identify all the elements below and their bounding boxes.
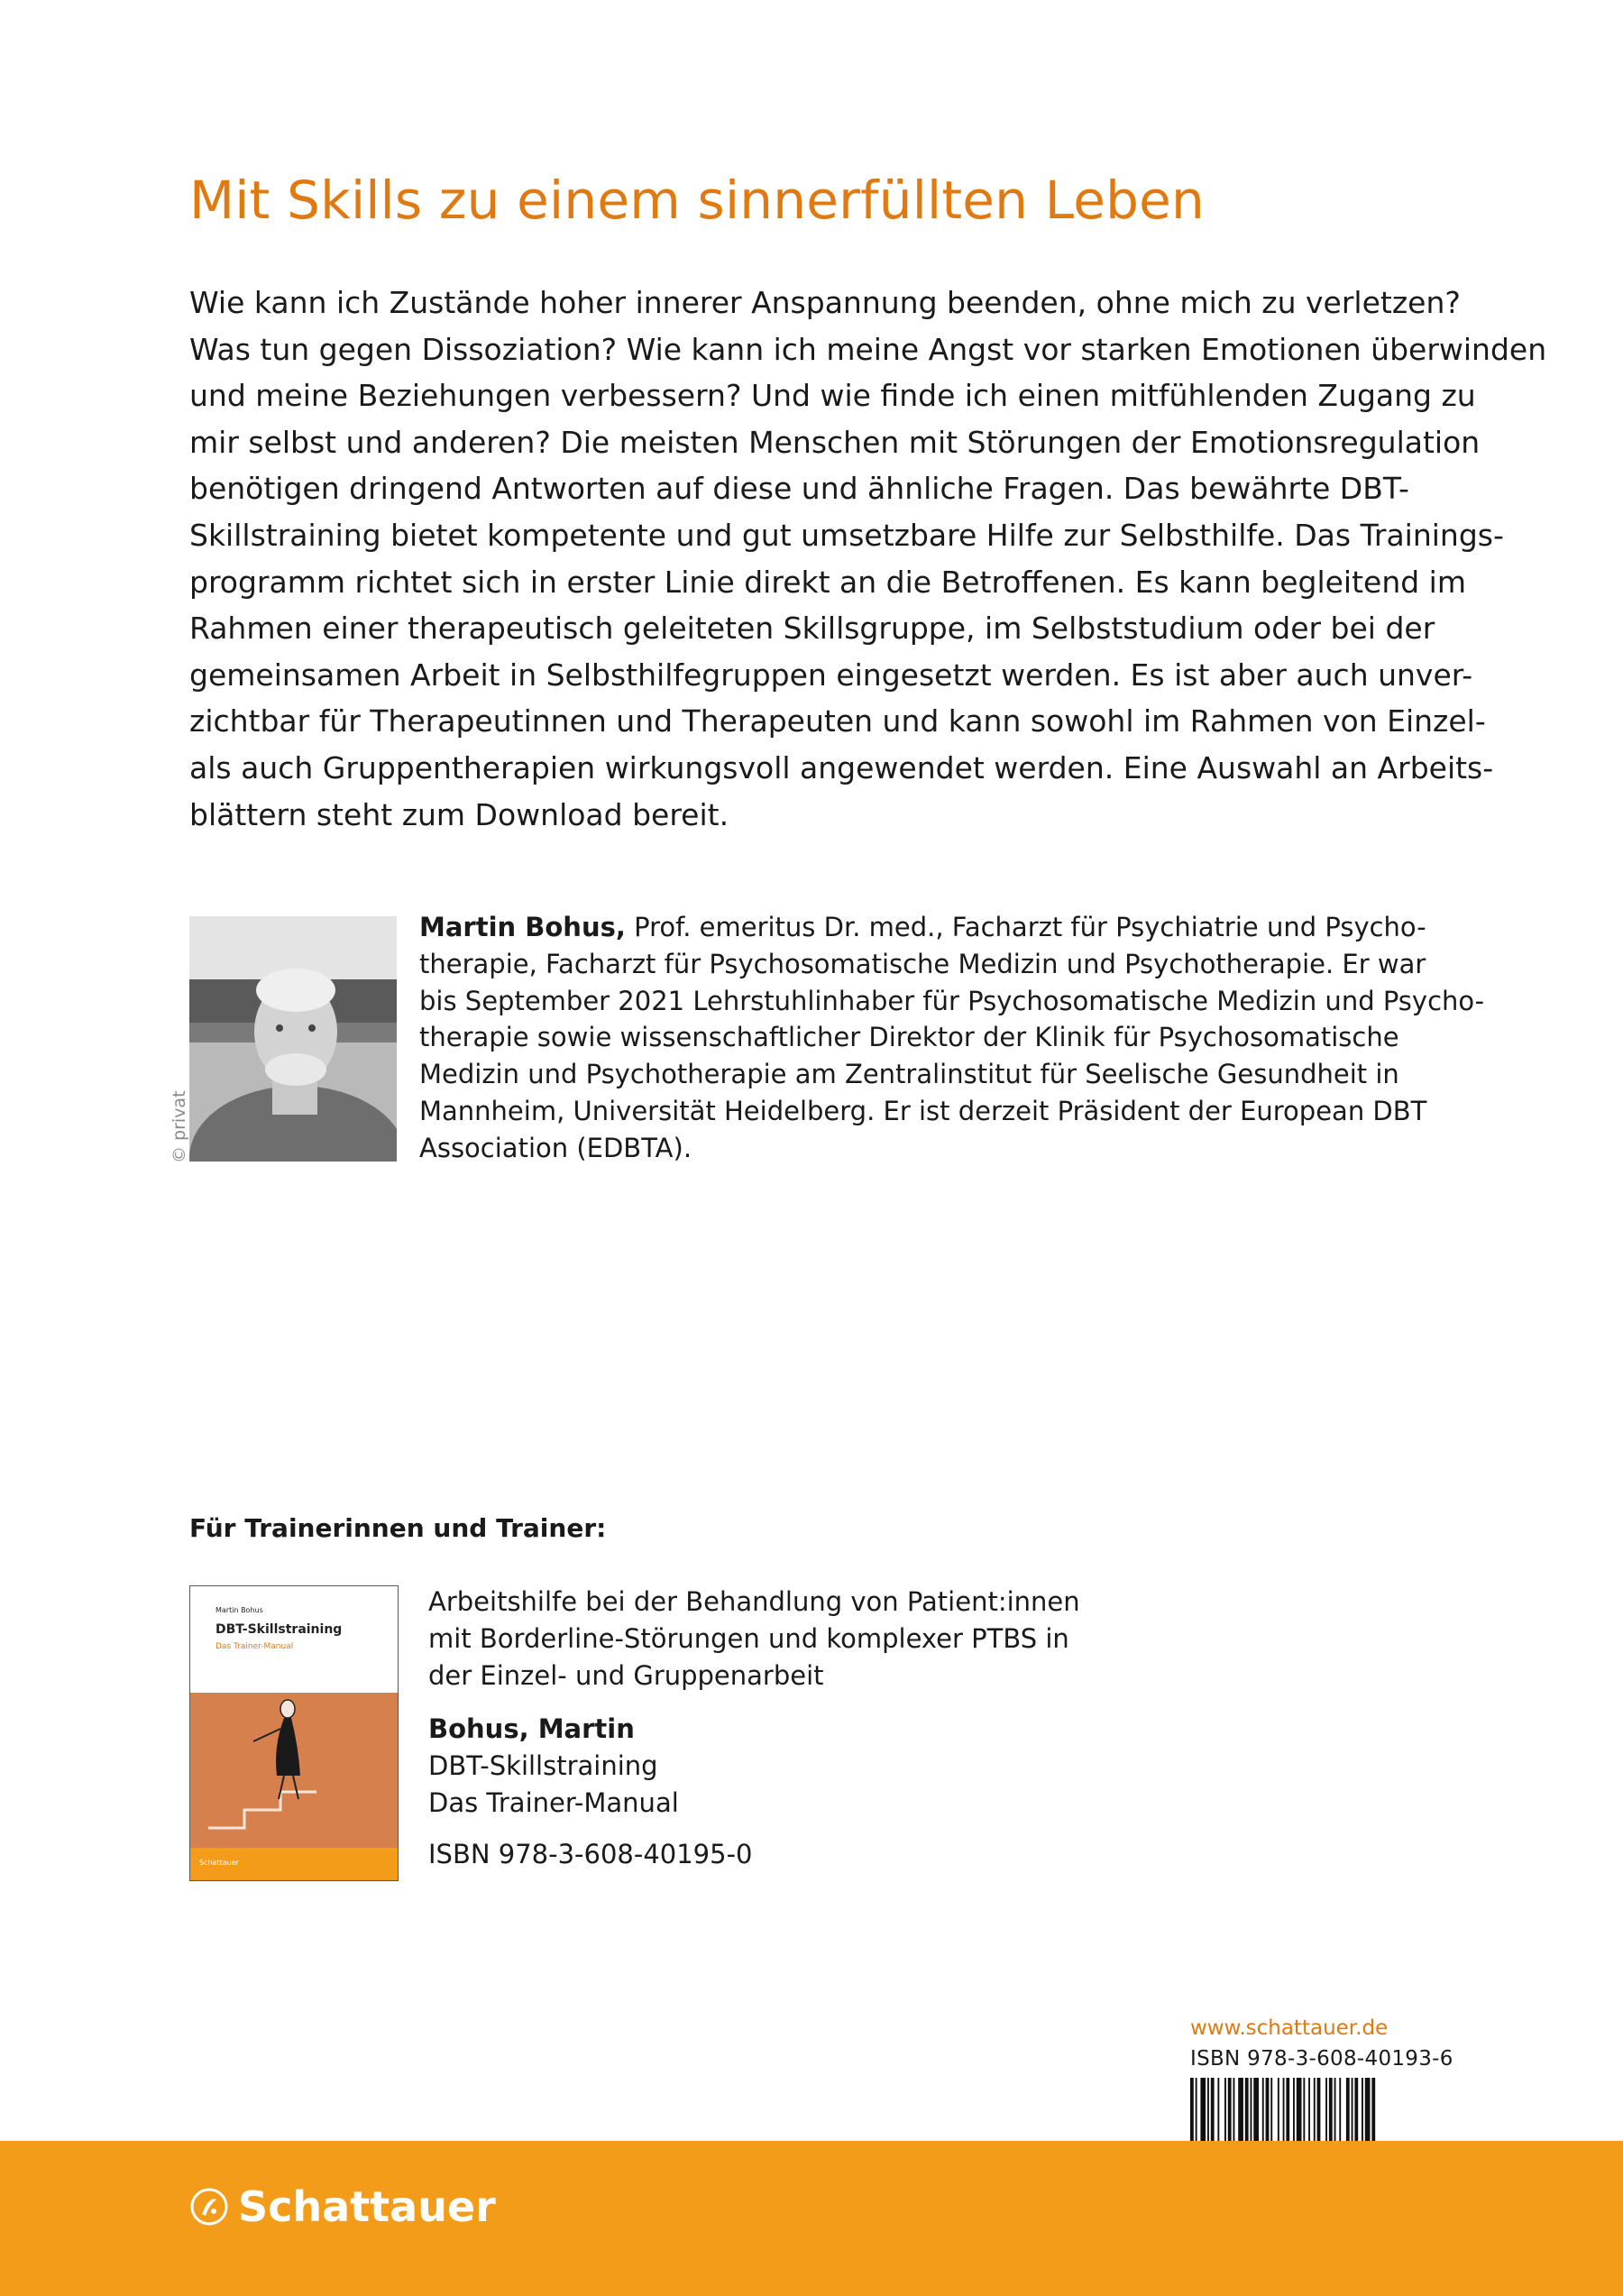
- barcode-bar: [1286, 2078, 1289, 2141]
- barcode-bar: [1314, 2078, 1316, 2141]
- paragraph-line: als auch Gruppentherapien wirkungsvoll angewendet werden. Eine Auswahl an Arbeits-: [189, 749, 1494, 785]
- barcode-bar: [1297, 2078, 1302, 2141]
- author-photo: [189, 916, 397, 1162]
- barcode-bar: [1262, 2078, 1264, 2141]
- paragraph-line: Rahmen einer therapeutisch geleiteten Skillsgruppe, im Selbststudium oder bei der: [189, 611, 1435, 647]
- barcode-bar: [1270, 2078, 1272, 2141]
- book-author: [428, 1711, 1150, 1748]
- barcode-bar: [1207, 2078, 1209, 2141]
- barcode-bar: [1196, 2078, 1197, 2141]
- author-bio-line: therapie sowie wissenschaftlicher Direktor der Klinik für Psychosomatische: [419, 1022, 1399, 1053]
- paragraph-line: Was tun gegen Dissoziation? Wie kann ich meine Angst vor starken Emotionen überwinden: [189, 331, 1547, 367]
- barcode-bar: [1371, 2078, 1375, 2141]
- stairs-figure-illustration: [190, 1693, 398, 1848]
- barcode-bar: [1278, 2078, 1279, 2141]
- book-description-line: der Einzel- und Gruppenarbeit: [428, 1660, 824, 1691]
- barcode-bar: [1251, 2078, 1252, 2141]
- schattauer-logo-icon: [189, 2187, 229, 2227]
- author-bio-line: Association (EDBTA).: [419, 1132, 692, 1163]
- paragraph-line: gemeinsamen Arbeit in Selbsthilfegruppen eingesetzt werden. Es ist aber auch unver-: [189, 657, 1473, 693]
- barcode-bar: [1293, 2078, 1295, 2141]
- barcode-bar: [1303, 2078, 1305, 2141]
- barcode: [1190, 2078, 1434, 2141]
- paragraph-line: zichtbar für Therapeutinnen und Therapeuten und kann sowohl im Rahmen von Einzel-: [189, 703, 1486, 739]
- barcode-bar: [1238, 2078, 1243, 2141]
- barcode-bar: [1352, 2078, 1353, 2141]
- paragraph-line: Wie kann ich Zustände hoher innerer Anspannung beenden, ohne mich zu verletzen?: [189, 285, 1461, 320]
- publisher-website-link[interactable]: www.schattauer.de: [1190, 2016, 1389, 2040]
- barcode-bar: [1362, 2078, 1363, 2141]
- paragraph-line: blättern steht zum Download bereit.: [189, 796, 729, 832]
- cover-illustration: [190, 1693, 398, 1848]
- author-bio-line: therapie, Facharzt für Psychosomatische Medizin und Psychotherapie. Er war: [419, 948, 1426, 979]
- paragraph-line: benötigen dringend Antworten auf diese und ähnliche Fragen. Das bewährte DBT-: [189, 471, 1409, 507]
- barcode-bar: [1245, 2078, 1249, 2141]
- author-portrait-image: [189, 916, 397, 1162]
- paragraph-line: Skillstraining bietet kompetente und gut umsetzbare Hilfe zur Selbsthilfe. Das Trainings-: [189, 517, 1504, 553]
- paragraph-line: und meine Beziehungen verbessern? Und wie finde ich einen mitfühlenden Zugang zu: [189, 378, 1476, 414]
- barcode-bar: [1346, 2078, 1350, 2141]
- book-subtitle: Das Trainer-Manual: [428, 1787, 679, 1818]
- publisher-name: Schattauer: [238, 2182, 496, 2231]
- cover-publisher: Schattauer: [199, 1859, 239, 1867]
- headline: Mit Skills zu einem sinnerfüllten Leben: [189, 170, 1205, 231]
- barcode-bar: [1339, 2078, 1341, 2141]
- trainer-section-heading: Für Trainerinnen und Trainer:: [189, 1513, 607, 1543]
- publisher-logo: [189, 2182, 496, 2231]
- book-author-name: Bohus, Martin: [428, 1713, 635, 1744]
- barcode-bar: [1283, 2078, 1285, 2141]
- barcode-bar: [1266, 2078, 1270, 2141]
- barcode-bar: [1334, 2078, 1336, 2141]
- barcode-bar: [1228, 2078, 1232, 2141]
- related-book-info: [428, 1584, 1150, 1873]
- book-description-line: mit Borderline-Störungen und komplexer PTBS in: [428, 1623, 1069, 1654]
- author-bio-first-line: [419, 909, 1456, 946]
- barcode-bar: [1365, 2078, 1371, 2141]
- book-isbn: ISBN 978-3-608-40195-0: [428, 1839, 753, 1869]
- book-title: DBT-Skillstraining: [428, 1750, 658, 1781]
- barcode-bar: [1317, 2078, 1321, 2141]
- barcode-bar: [1190, 2078, 1194, 2141]
- author-bio-line: bis September 2021 Lehrstuhlinhaber für Psychosomatische Medizin und Psycho-: [419, 985, 1485, 1016]
- author-bio-line: Medizin und Psychotherapie am Zentralinstitut für Seelische Gesundheit in: [419, 1059, 1399, 1090]
- barcode-bar: [1308, 2078, 1310, 2141]
- cover-subtitle: Das Trainer-Manual: [215, 1642, 294, 1651]
- barcode-bar: [1200, 2078, 1206, 2141]
- footer-band: [0, 2141, 1623, 2296]
- barcode-bar: [1253, 2078, 1259, 2141]
- paragraph-line: programm richtet sich in erster Linie direkt an die Betroffenen. Es kann begleitend im: [189, 564, 1466, 600]
- cover-author: Martin Bohus: [215, 1606, 263, 1614]
- book-description-line: Arbeitshilfe bei der Behandlung von Patient:innen: [428, 1586, 1080, 1617]
- barcode-bar: [1329, 2078, 1333, 2141]
- paragraph-line: mir selbst und anderen? Die meisten Menschen mit Störungen der Emotionsregulation: [189, 424, 1481, 460]
- barcode-bar: [1233, 2078, 1235, 2141]
- barcode-bar: [1217, 2078, 1219, 2141]
- cover-title: DBT-Skillstraining: [215, 1622, 343, 1637]
- isbn: ISBN 978-3-608-40193-6: [1190, 2047, 1453, 2071]
- author-bio-text: Prof. emeritus Dr. med., Facharzt für Psychiatrie und Psycho-: [625, 912, 1426, 942]
- barcode-bar: [1211, 2078, 1215, 2141]
- author-bio: [419, 909, 1485, 1167]
- author-name: Martin Bohus,: [419, 912, 626, 942]
- barcode-bar: [1325, 2078, 1327, 2141]
- barcode-bar: [1224, 2078, 1226, 2141]
- photo-credit: © privat: [170, 1090, 189, 1163]
- related-book-cover: [189, 1585, 399, 1881]
- barcode-bar: [1354, 2078, 1358, 2141]
- description-paragraph: [189, 280, 1547, 838]
- author-bio-line: Mannheim, Universität Heidelberg. Er ist derzeit Präsident der European DBT: [419, 1095, 1427, 1126]
